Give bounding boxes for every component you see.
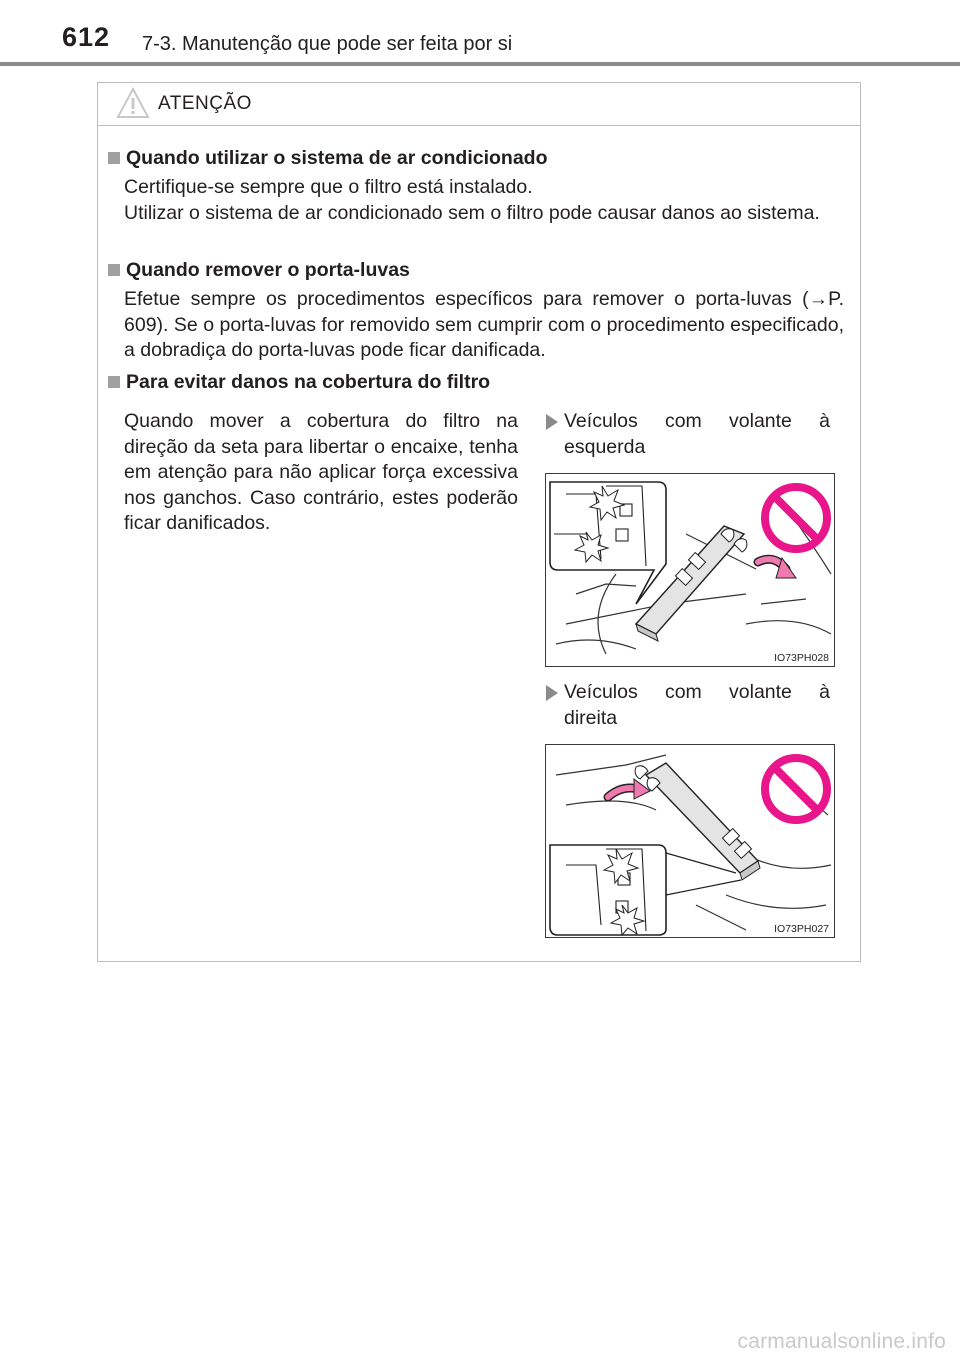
filter-cover-paragraph: Quando mover a cobertura do filtro na direção da seta para libertar o encaixe, tenha em atenção para não aplicar força excessiva nos ganchos. Caso contrário, estes poderão ficar danificados. xyxy=(124,410,518,534)
item-title: Quando utilizar o sistema de ar condicionado xyxy=(126,147,548,169)
warning-box xyxy=(97,82,861,962)
square-bullet-icon xyxy=(108,376,120,388)
square-bullet-icon xyxy=(108,264,120,276)
rhd-illustration xyxy=(546,745,835,938)
item-title: Quando remover o porta-luvas xyxy=(126,259,410,281)
paragraph-line: Utilizar o sistema de ar condicionado sem o filtro pode causar danos ao sistema. xyxy=(124,201,820,224)
warning-triangle-icon xyxy=(116,87,150,119)
lhd-illustration xyxy=(546,474,835,667)
watermark: carmanualsonline.info xyxy=(737,1330,946,1353)
item-title: Para evitar danos na cobertura do filtro xyxy=(126,371,491,393)
section-title: 7-3. Manutenção que pode ser feita por si xyxy=(142,33,513,55)
warning-label: ATENÇÃO xyxy=(158,93,252,114)
figure-id: IO73PH027 xyxy=(774,923,829,935)
triangle-arrow-icon xyxy=(546,685,558,701)
page-header xyxy=(0,0,960,70)
rhd-figure xyxy=(545,744,835,938)
header-rule xyxy=(0,62,960,66)
figure-id: IO73PH028 xyxy=(774,652,829,664)
warning-header xyxy=(98,83,860,126)
rhd-label: Veículos com volante à direita xyxy=(546,680,830,731)
lhd-label: Veículos com volante à esquerda xyxy=(546,409,830,460)
lhd-figure xyxy=(545,473,835,667)
triangle-arrow-icon xyxy=(546,414,558,430)
item-paragraph xyxy=(124,175,844,226)
paragraph-line: Certifique-se sempre que o filtro está instalado. xyxy=(124,176,533,198)
square-bullet-icon xyxy=(108,152,120,164)
item-paragraph: Efetue sempre os procedimentos específicos para remover o porta-luvas (→P. 609). Se o porta-luvas for removido sem cumprir com o procedimento especificado, a dobradiça do porta-luvas pode ficar danificada. xyxy=(124,288,844,361)
page-number: 612 xyxy=(62,22,111,52)
